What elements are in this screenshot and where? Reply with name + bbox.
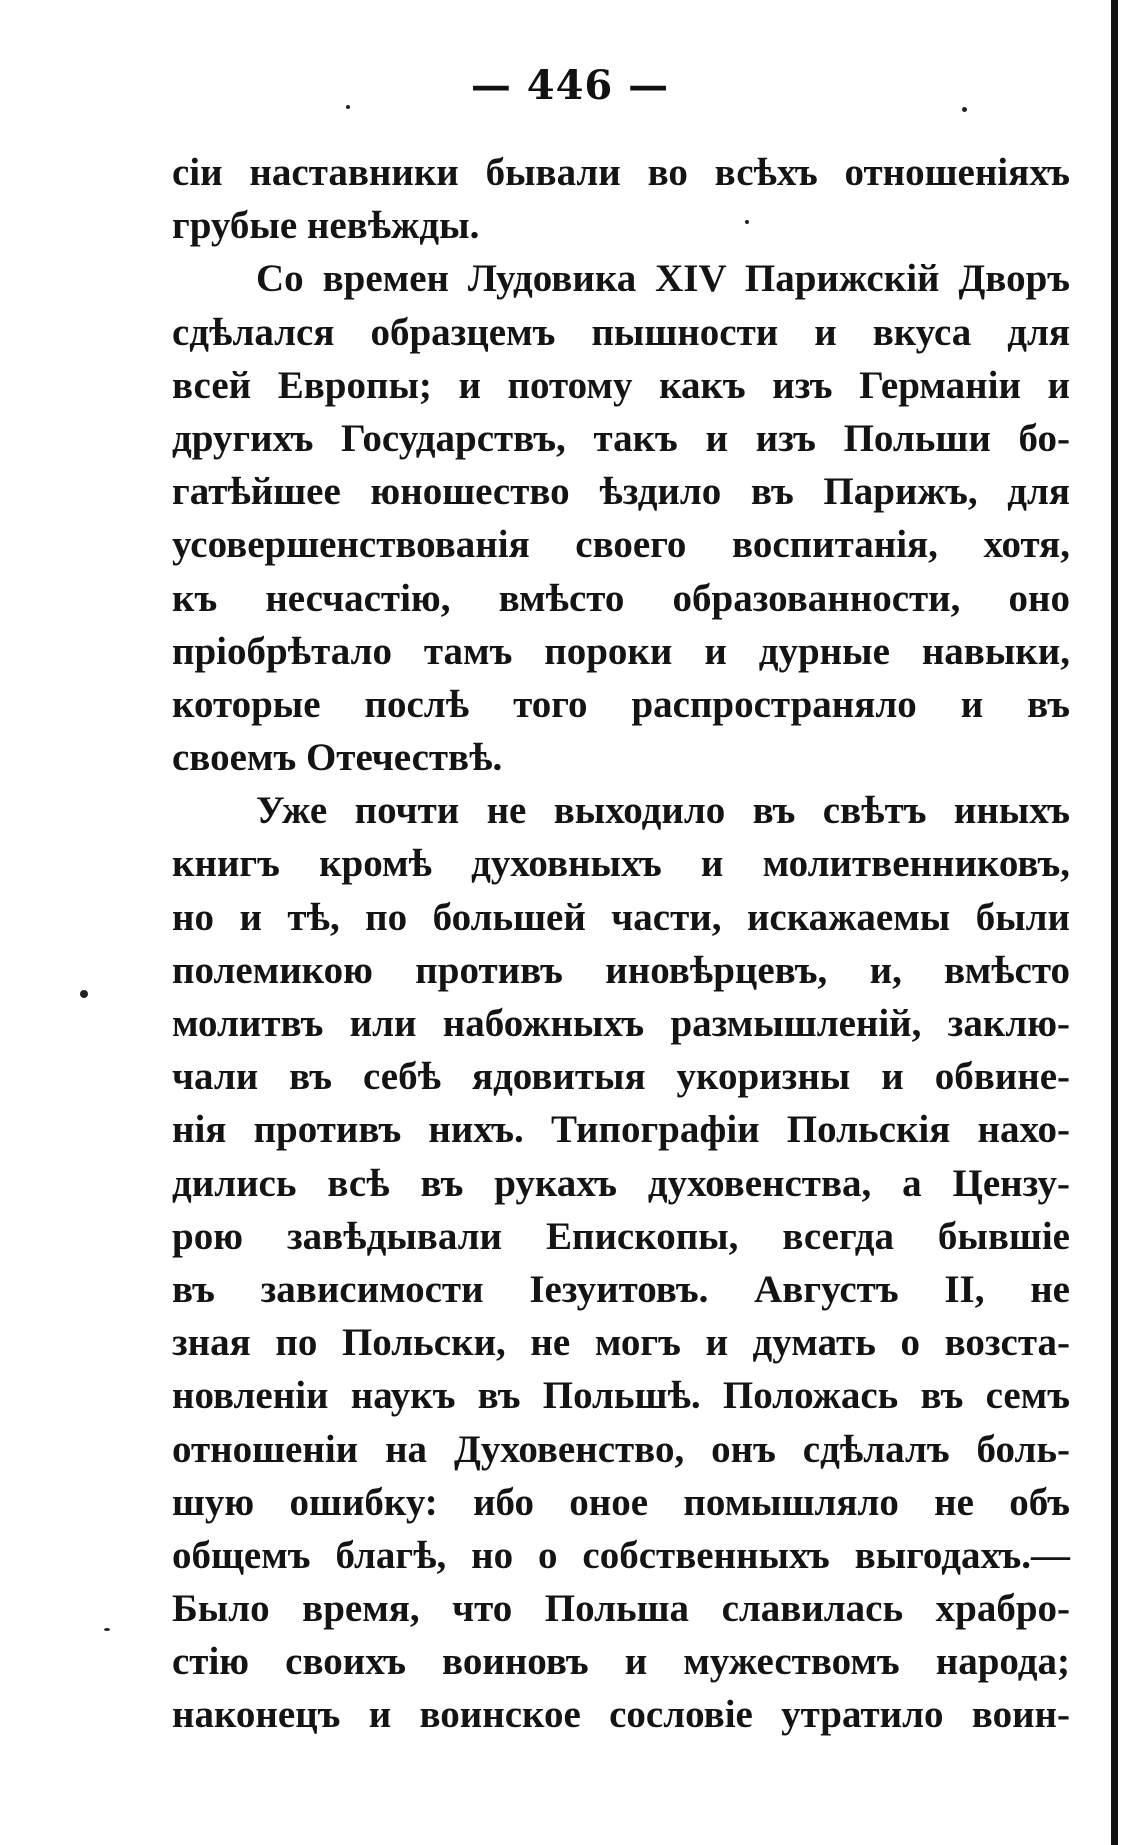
text-line: Со времен Лудовика XIV Парижскій Дворъ xyxy=(256,257,1070,301)
text-line: Было время, что Польша славилась храбро- xyxy=(172,1587,1070,1631)
print-speck xyxy=(104,1628,110,1631)
print-speck xyxy=(745,220,749,224)
text-line: гатѣйшее юношество ѣздило въ Парижъ, для xyxy=(172,470,1070,514)
text-line: Уже почти не выходило въ свѣтъ иныхъ xyxy=(256,789,1070,833)
text-line: усовершенствованія своего воспитанія, хотя, xyxy=(172,523,1070,567)
body-text xyxy=(172,146,1070,1742)
text-line: но и тѣ, по большей части, искажаемы были xyxy=(172,895,1070,939)
text-line: общемъ благѣ, но о собственныхъ выгодахъ.— xyxy=(172,1533,1070,1577)
text-line: всей Европы; и потому какъ изъ Германіи и xyxy=(172,363,1070,407)
text-line: къ несчастію, вмѣсто образованности, оно xyxy=(172,576,1070,620)
text-line: отношеніи на Духовенство, онъ сдѣлалъ боль- xyxy=(172,1427,1070,1471)
text-line: пріобрѣтало тамъ пороки и дурные навыки, xyxy=(172,629,1070,673)
text-line: книгъ кромѣ духовныхъ и молитвенниковъ, xyxy=(172,842,1070,886)
text-line: которые послѣ того распространяло и въ xyxy=(172,682,1070,726)
text-line: въ зависимости Іезуитовъ. Августъ II, не xyxy=(172,1267,1070,1311)
page-edge-line xyxy=(1111,0,1118,1845)
text-line: стію своихъ воиновъ и мужествомъ народа; xyxy=(172,1640,1070,1684)
text-line: своемъ Отечествѣ. xyxy=(172,736,503,780)
text-line: другихъ Государствъ, такъ и изъ Польши бо- xyxy=(172,416,1070,460)
text-line: наконецъ и воинское сословіе утратило воин- xyxy=(172,1693,1070,1737)
text-line: дились всѣ въ рукахъ духовенства, а Цензу- xyxy=(172,1161,1070,1205)
text-line: шую ошибку: ибо оное помышляло не объ xyxy=(172,1480,1070,1524)
print-speck xyxy=(346,105,350,109)
text-line: молитвъ или набожныхъ размышленій, заклю- xyxy=(172,1002,1070,1045)
text-line: сдѣлался образцемъ пышности и вкуса для xyxy=(172,310,1070,354)
page-number: — 446 — xyxy=(470,62,670,109)
print-speck xyxy=(962,107,967,112)
text-line: сіи наставники бывали во всѣхъ отношеніяхъ xyxy=(172,151,1070,194)
text-line: грубые невѣжды. xyxy=(172,204,480,248)
print-speck xyxy=(80,990,88,998)
text-line: нія противъ нихъ. Типографіи Польскія нахо- xyxy=(172,1108,1070,1152)
text-line: новленіи наукъ въ Польшѣ. Положась въ семъ xyxy=(172,1374,1070,1418)
text-line: зная по Польски, не могъ и думать о возста- xyxy=(172,1321,1070,1365)
text-line: чали въ себѣ ядовитыя укоризны и обвине- xyxy=(172,1055,1070,1099)
text-line: полемикою противъ иновѣрцевъ, и, вмѣсто xyxy=(172,948,1070,992)
text-line: рою завѣдывали Епископы, всегда бывшіе xyxy=(172,1214,1070,1258)
